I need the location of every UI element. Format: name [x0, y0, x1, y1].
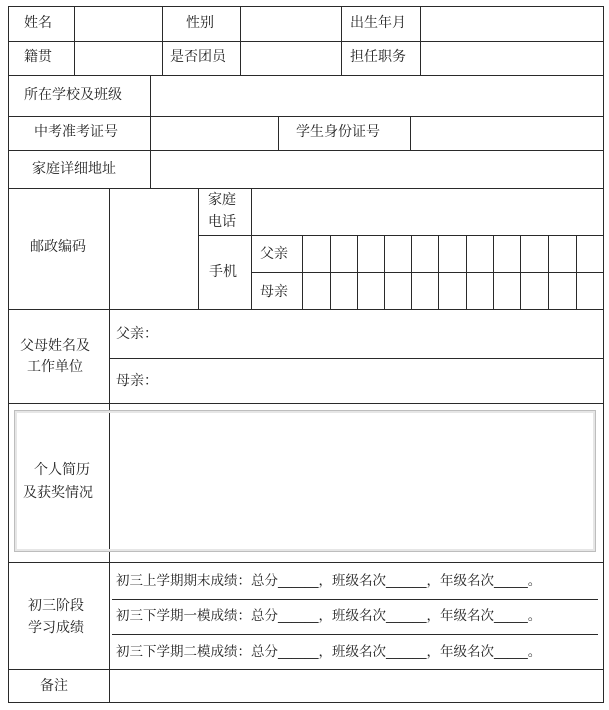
- digit-divider: [576, 235, 577, 309]
- mother-work-label: 母亲：: [116, 373, 158, 389]
- home-phone-label-2: 电话: [208, 214, 236, 230]
- digit-divider: [330, 235, 331, 309]
- digit-divider: [411, 235, 412, 309]
- col-divider: [198, 188, 199, 309]
- resume-label-2: 及获奖情况: [23, 485, 93, 501]
- grade-divider: [112, 599, 598, 600]
- row-divider: [8, 75, 604, 76]
- row-divider: [8, 188, 604, 189]
- outer-right-border: [603, 6, 604, 703]
- col-divider: [278, 116, 279, 150]
- row-divider: [8, 669, 604, 670]
- col-divider: [410, 116, 411, 150]
- postcode-label: 邮政编码: [30, 239, 86, 255]
- digit-divider: [466, 235, 467, 309]
- col-divider: [150, 116, 151, 150]
- row-divider: [8, 562, 604, 563]
- grade-divider: [112, 634, 598, 635]
- native-place-label: 籍贯: [24, 49, 52, 65]
- name-label: 姓名: [24, 15, 52, 31]
- row-divider: [8, 116, 604, 117]
- grade-line-3: 初三下学期二模成绩：总分______，班级名次______，年级名次_____。: [116, 644, 542, 660]
- row-divider: [8, 41, 604, 42]
- digit-divider: [438, 235, 439, 309]
- row-divider: [8, 403, 604, 404]
- col-divider: [251, 188, 252, 309]
- col-divider: [74, 6, 75, 75]
- digit-divider: [493, 235, 494, 309]
- col-divider: [162, 6, 163, 75]
- remarks-label: 备注: [40, 678, 68, 694]
- school-class-label: 所在学校及班级: [24, 87, 122, 103]
- league-member-label: 是否团员: [170, 49, 226, 65]
- parents-label-2: 工作单位: [27, 359, 83, 375]
- grade-line-1: 初三上学期期末成绩：总分______，班级名次______，年级名次_____。: [116, 573, 542, 589]
- col-divider: [420, 6, 421, 75]
- digit-divider: [548, 235, 549, 309]
- father-work-label: 父亲：: [116, 326, 158, 342]
- grades-label-1: 初三阶段: [28, 598, 84, 614]
- digit-divider: [384, 235, 385, 309]
- duty-label: 担任职务: [350, 49, 406, 65]
- row-divider: [251, 272, 604, 273]
- home-phone-label-1: 家庭: [208, 192, 236, 208]
- address-label: 家庭详细地址: [32, 161, 116, 177]
- parents-label-1: 父母姓名及: [20, 338, 90, 354]
- col-divider: [150, 75, 151, 116]
- col-divider: [150, 150, 151, 188]
- row-divider: [198, 235, 604, 236]
- col-divider: [341, 6, 342, 75]
- mobile-label: 手机: [209, 264, 237, 280]
- col-divider: [302, 235, 303, 309]
- outer-bottom-border: [8, 702, 604, 703]
- outer-top-border: [8, 6, 604, 7]
- resume-label-1: 个人简历: [34, 462, 90, 478]
- digit-divider: [520, 235, 521, 309]
- father-mobile-label: 父亲: [260, 246, 288, 262]
- row-divider: [8, 309, 604, 310]
- resume-frame: [14, 410, 596, 552]
- exam-id-label: 中考准考证号: [34, 124, 118, 140]
- col-divider: [240, 6, 241, 75]
- mother-mobile-label: 母亲: [260, 284, 288, 300]
- grade-line-2: 初三下学期一模成绩：总分______，班级名次______，年级名次_____。: [116, 608, 542, 624]
- gender-label: 性别: [186, 15, 214, 31]
- outer-left-border: [8, 6, 9, 703]
- id-card-label: 学生身份证号: [296, 124, 380, 140]
- birth-label: 出生年月: [350, 15, 406, 31]
- row-divider: [109, 358, 604, 359]
- digit-divider: [357, 235, 358, 309]
- row-divider: [8, 150, 604, 151]
- grades-label-2: 学习成绩: [28, 620, 84, 636]
